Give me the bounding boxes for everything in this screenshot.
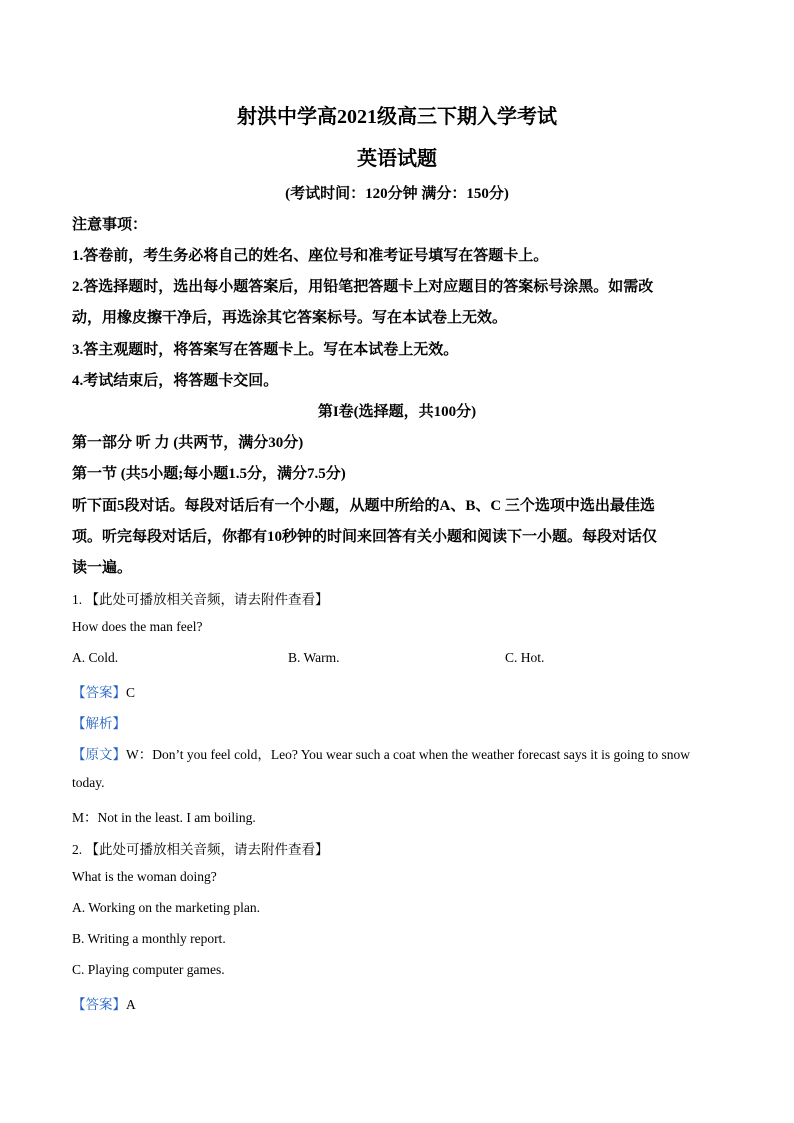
question-2-number: 2.: [72, 842, 83, 857]
question-1-option-b: B. Warm.: [288, 650, 340, 665]
notes-heading: 注意事项：: [72, 217, 148, 233]
question-1-option-a: A. Cold.: [72, 650, 119, 665]
instructions-line-3: 读一遍。: [72, 560, 133, 576]
question-1-stem: How does the man feel?: [72, 619, 203, 634]
original-tag: 【原文】: [72, 747, 126, 762]
analysis-tag: 【解析】: [72, 716, 126, 731]
exam-title: 射洪中学高2021级高三下期入学考试: [237, 106, 557, 128]
question-1-analysis: [72, 712, 126, 732]
original-text: W：Don’t you feel cold，Leo? You wear such a coat when the weather forecast says it is going to snow: [126, 747, 690, 762]
notes-item-1: 1.答卷前，考生务必将自己的姓名、座位号和准考证号填写在答题卡上。: [72, 248, 549, 264]
question-1-audio-note: 【此处可播放相关音频，请去附件查看】: [85, 592, 329, 607]
notes-item-3: 3.答主观题时，将答案写在答题卡上。写在本试卷上无效。: [72, 342, 459, 358]
question-1-answer: [72, 681, 135, 701]
notes-item-2-line-1: 2.答选择题时，选出每小题答案后，用铅笔把答题卡上对应题目的答案标号涂黑。如需改: [72, 279, 654, 295]
instructions-line-1: 听下面5段对话。每段对话后有一个小题，从题中所给的A、B、C 三个选项中选出最佳选: [72, 498, 655, 514]
notes-item-2-line-2: 动，用橡皮擦干净后，再选涂其它答案标号。写在本试卷上无效。: [72, 310, 508, 326]
answer-value: C: [126, 685, 136, 700]
volume-heading: 第I卷(选择题，共100分): [317, 404, 477, 420]
question-2-option-a: A. Working on the marketing plan.: [72, 900, 261, 915]
question-1-number: 1.: [72, 592, 83, 607]
answer-value: A: [126, 997, 136, 1012]
question-1-audio: [72, 588, 329, 608]
exam-info: (考试时间：120分钟 满分：150分): [285, 186, 509, 202]
instructions-line-2: 项。听完每段对话后，你都有10秒钟的时间来回答有关小题和阅读下一小题。每段对话仅: [72, 529, 658, 545]
question-2-answer: [72, 993, 136, 1013]
question-1-original-line-1: [72, 743, 690, 763]
section-heading: 第一节 (共5小题;每小题1.5分，满分7.5分): [72, 466, 346, 482]
notes-item-4: 4.考试结束后，将答题卡交回。: [72, 373, 279, 389]
question-1-original-line-3: M：Not in the least. I am boiling.: [72, 810, 256, 825]
answer-tag: 【答案】: [72, 685, 126, 700]
answer-tag: 【答案】: [72, 997, 126, 1012]
question-2-option-b: B. Writing a monthly report.: [72, 931, 226, 946]
question-1-option-c: C. Hot.: [505, 650, 545, 665]
question-2-audio: [72, 838, 329, 858]
question-2-stem: What is the woman doing?: [72, 869, 217, 884]
question-2-option-c: C. Playing computer games.: [72, 962, 225, 977]
part-heading: 第一部分 听 力 (共两节，满分30分): [72, 435, 304, 451]
question-2-audio-note: 【此处可播放相关音频，请去附件查看】: [85, 842, 329, 857]
exam-subtitle: 英语试题: [357, 148, 437, 170]
question-1-original-line-2: today.: [72, 775, 105, 790]
